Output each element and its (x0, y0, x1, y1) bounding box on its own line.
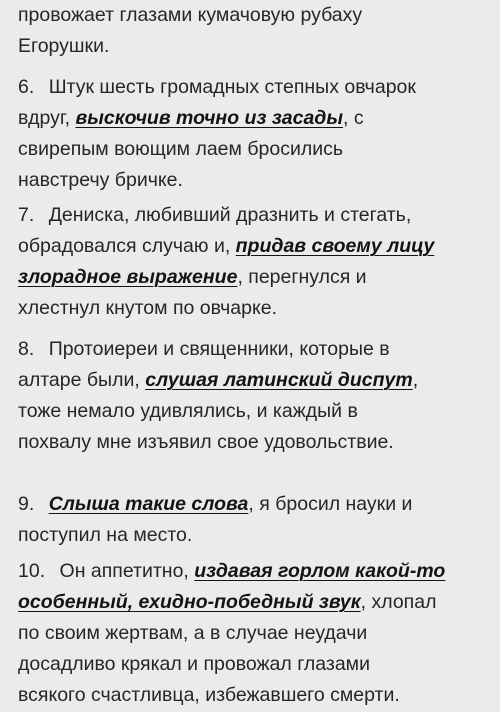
text-line: поступил на место. (18, 524, 193, 546)
text-line (18, 334, 488, 365)
sentence-item-7 (18, 200, 488, 324)
sentence-item-8 (18, 334, 488, 458)
text-fragment: , (412, 369, 419, 391)
text-line (18, 200, 488, 231)
text-line: хлестнул кнутом по овчарке. (18, 297, 277, 319)
text-fragment: Дениска, любивший дразнить и стегать, (48, 204, 412, 226)
text-line: похвалу мне изъявил свое удовольствие. (18, 431, 394, 453)
highlighted-phrase: особенный, ехидно-победный звук (18, 591, 361, 613)
text-fragment: Он аппетитно, (59, 560, 195, 582)
text-line (18, 103, 488, 134)
highlighted-phrase: издавая горлом какой-то (194, 560, 446, 582)
text-fragment: , с (343, 107, 364, 129)
text-line: тоже немало удивлялись, и каждый в (18, 400, 358, 422)
text-line: по своим жертвам, а в случае неудачи (18, 622, 368, 644)
sentence-item-10 (18, 556, 488, 711)
highlighted-phrase: слушая латинский диспут (145, 369, 413, 391)
text-line (18, 489, 488, 520)
text-line (18, 556, 488, 587)
text-fragment: , перегнулся и (237, 266, 367, 288)
text-line: всякого счастливца, избежавшего смерти. (18, 684, 400, 706)
highlighted-phrase: выскочив точно из засады (75, 107, 344, 129)
highlighted-phrase: Слыша такие слова (48, 493, 249, 515)
text-fragment: , хлопал (360, 591, 437, 613)
sentence-item-9 (18, 489, 488, 551)
item-number: 9. (18, 493, 35, 515)
text-line: свирепым воющим лаем бросились (18, 138, 344, 160)
text-fragment: , я бросил науки и (248, 493, 413, 515)
text-line (18, 365, 488, 396)
highlighted-phrase: придав своему лицу (235, 235, 435, 257)
sentence-item-6 (18, 72, 488, 196)
text-fragment: вдруг, (18, 107, 76, 129)
text-fragment: обрадовался случаю и, (18, 235, 236, 257)
item-number: 7. (18, 204, 35, 226)
item-number: 6. (18, 76, 35, 98)
text-line: досадливо крякал и провожал глазами (18, 653, 370, 675)
text-fragment: Протоиереи и священники, которые в (48, 338, 390, 360)
text-line (18, 72, 488, 103)
text-line (18, 231, 488, 262)
text-fragment: Штук шесть громадных степных овчарок (48, 76, 416, 98)
highlighted-phrase: злорадное выражение (18, 266, 238, 288)
text-line: Егорушки. (18, 35, 110, 57)
text-line (18, 587, 488, 618)
text-fragment: алтаре были, (18, 369, 146, 391)
paragraph-continuation (18, 0, 488, 62)
item-number: 10. (18, 560, 46, 582)
text-line: навстречу бричке. (18, 169, 183, 191)
text-line: провожает глазами кумачовую рубаху (18, 4, 363, 26)
text-line (18, 262, 488, 293)
item-number: 8. (18, 338, 35, 360)
